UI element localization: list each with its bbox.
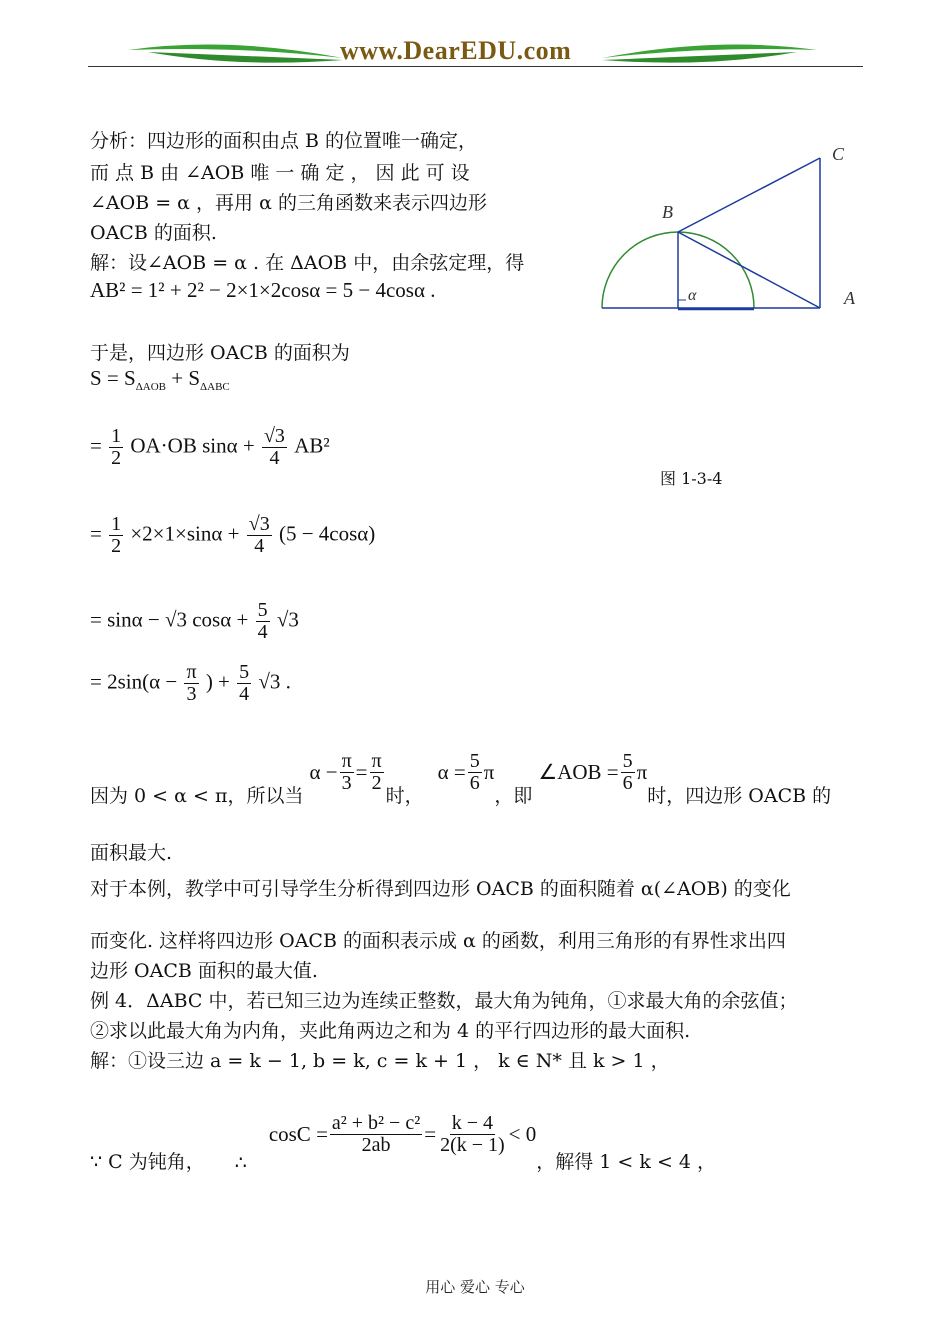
example4-line-4 (90, 1104, 716, 1174)
eq1-equals: = (90, 433, 102, 458)
cosine-c-formula (269, 1113, 536, 1156)
discussion-line-1: 对于本例，教学中可引导学生分析得到四边形 OACB 的面积随着 α(∠AOB) 的变化 (90, 878, 791, 900)
segment-ba (678, 232, 820, 308)
eq3-fraction (256, 600, 270, 643)
eq4-fraction-pi (184, 662, 198, 705)
c1-eq: = (355, 760, 368, 784)
eq4-num: π (186, 661, 197, 683)
conclusion-line-2: 面积最大. (90, 842, 173, 864)
solution-line-1: 解：设∠AOB = α . 在 ΔAOB 中，由余弦定理，得 (90, 252, 525, 274)
eq4-sqrt: √3 . (258, 669, 291, 694)
eq3-sqrt: √3 (276, 607, 299, 632)
equation-4 (90, 662, 291, 705)
eq4-num2: 5 (239, 661, 250, 683)
analysis-line-1: 分析：四边形的面积由点 B 的位置唯一确定， (90, 130, 478, 152)
c1-frac-pi2 (370, 751, 384, 794)
c1-frac-5-6b (621, 751, 635, 794)
area-sub-aob: ΔAOB (135, 381, 167, 394)
example4-line-2: ②求以此最大角为内角，夹此角两边之和为 4 的平行四边形的最大面积. (90, 1020, 691, 1042)
c1-n3: 5 (469, 750, 480, 772)
c1-frac-pi3 (340, 751, 354, 794)
area-sum-formula (90, 366, 230, 393)
eq4-paren: ) + (205, 669, 230, 694)
eq1-ab2: AB² (294, 433, 330, 458)
c1-n4: 5 (622, 750, 633, 772)
c1-alpha-eq: α = (437, 760, 466, 784)
condition-alpha-eq (438, 751, 495, 794)
eq2-equals: = (90, 521, 102, 546)
eq3-num: 5 (257, 599, 268, 621)
eq1-den: 2 (111, 447, 122, 469)
c1-frac-5-6 (468, 751, 482, 794)
discussion-line-2: 而变化. 这样将四边形 OACB 的面积表示成 α 的函数，利用三角形的有界性求出四 (90, 930, 786, 952)
example4-line-1: 例 4．ΔABC 中，若已知三边为连续正整数，最大角为钝角，①求最大角的余弦值； (90, 990, 798, 1012)
cos-c-label: cosC = (268, 1122, 328, 1146)
figure-caption: 图 1-3-4 (660, 469, 723, 488)
eq2-fraction-half (109, 514, 123, 557)
label-c: C (832, 144, 845, 164)
eq3-den: 4 (257, 621, 268, 643)
condition-alpha-minus (309, 751, 385, 794)
condition-angle (538, 751, 647, 794)
label-a: A (844, 288, 855, 308)
eq1-den2: 4 (269, 447, 280, 469)
eq1-num: 1 (111, 425, 122, 447)
conclusion-prefix: 因为 0 < α < π，所以当 (90, 785, 304, 807)
c1-shi: 时， (385, 785, 424, 807)
cos-lt-zero: < 0 (508, 1122, 537, 1146)
page-footer: 用心 爱心 专心 (425, 1278, 525, 1296)
site-logo-text: www.DearEDU.com (340, 36, 572, 65)
c1-n2: π (371, 750, 382, 772)
eq4-fraction-5-4 (237, 662, 251, 705)
area-intro-line: 于是，四边形 OACB 的面积为 (90, 342, 350, 364)
segment-bc (678, 158, 820, 232)
eq2-term: ×2×1×sinα + (130, 521, 240, 546)
cos-d1: 2ab (361, 1134, 391, 1156)
eq1-fraction-half (109, 426, 123, 469)
cos-frac-2 (438, 1113, 507, 1156)
example4-line-3: 解：①设三边 a = k − 1, b = k, c = k + 1 ， k ∈ N* 且 k > 1 ， (90, 1050, 670, 1072)
cos-frac-1 (330, 1113, 422, 1156)
obtuse-statement: ∵ C 为钝角， (90, 1151, 205, 1173)
cosine-law-formula: AB² = 1² + 2² − 2×1×2cosα = 5 − 4cosα . (90, 278, 436, 302)
solve-result: ，解得 1 < k < 4 ， (536, 1151, 717, 1173)
eq2-num2: √3 (248, 513, 270, 535)
c1-suffix: 时，四边形 OACB 的 (647, 785, 832, 807)
leaf-decoration-left-icon (128, 38, 343, 68)
eq1-fraction-sqrt (262, 426, 287, 469)
analysis-line-4: OACB 的面积. (90, 222, 217, 244)
c1-n1: π (341, 750, 352, 772)
eq3-term: = sinα − √3 cosα + (90, 607, 249, 632)
eq2-num: 1 (111, 513, 122, 535)
label-alpha: α (688, 287, 697, 304)
label-b: B (662, 202, 673, 222)
cos-n2: k − 4 (451, 1112, 493, 1134)
analysis-line-3: ∠AOB = α ，再用 α 的三角函数来表示四边形 (90, 192, 487, 214)
eq2-fraction-sqrt (247, 514, 272, 557)
eq4-term: = 2sin(α − (90, 669, 178, 694)
cos-eq: = (424, 1122, 437, 1146)
equation-2 (90, 514, 375, 557)
c1-d3: 6 (469, 772, 480, 794)
c1-d4: 6 (622, 772, 633, 794)
eq1-num2: √3 (263, 425, 285, 447)
eq4-den: 3 (186, 683, 197, 705)
c1-pi: π (483, 760, 495, 784)
c1-pi2: π (636, 760, 648, 784)
geometry-figure (596, 140, 866, 320)
c1-ji: ，即 (494, 785, 533, 807)
eq2-paren: (5 − 4cosα) (278, 521, 376, 546)
cos-n1: a² + b² − c² (331, 1112, 421, 1134)
discussion-line-3: 边形 OACB 面积的最大值. (90, 960, 318, 982)
eq2-den: 2 (111, 535, 122, 557)
equation-1 (90, 426, 330, 469)
c1-d2: 2 (371, 772, 382, 794)
eq2-den2: 4 (254, 535, 265, 557)
conclusion-line-1 (90, 748, 831, 808)
eq4-den2: 4 (239, 683, 250, 705)
c1-term: α − (309, 760, 338, 784)
c1-d1: 3 (341, 772, 352, 794)
area-sub-abc: ΔABC (200, 381, 230, 394)
equation-3 (90, 600, 299, 643)
area-plus: + S (166, 366, 201, 390)
area-s: S = S (90, 366, 136, 390)
analysis-line-2: 而 点 B 由 ∠AOB 唯 一 确 定 ， 因 此 可 设 (90, 162, 470, 184)
eq1-term: OA·OB sinα + (130, 433, 255, 458)
header-rule (88, 66, 863, 67)
leaf-decoration-right-icon (602, 38, 817, 68)
c1-angle-eq: ∠AOB = (538, 760, 619, 784)
therefore-symbol: ∴ (234, 1152, 247, 1174)
cos-d2: 2(k − 1) (440, 1134, 505, 1156)
